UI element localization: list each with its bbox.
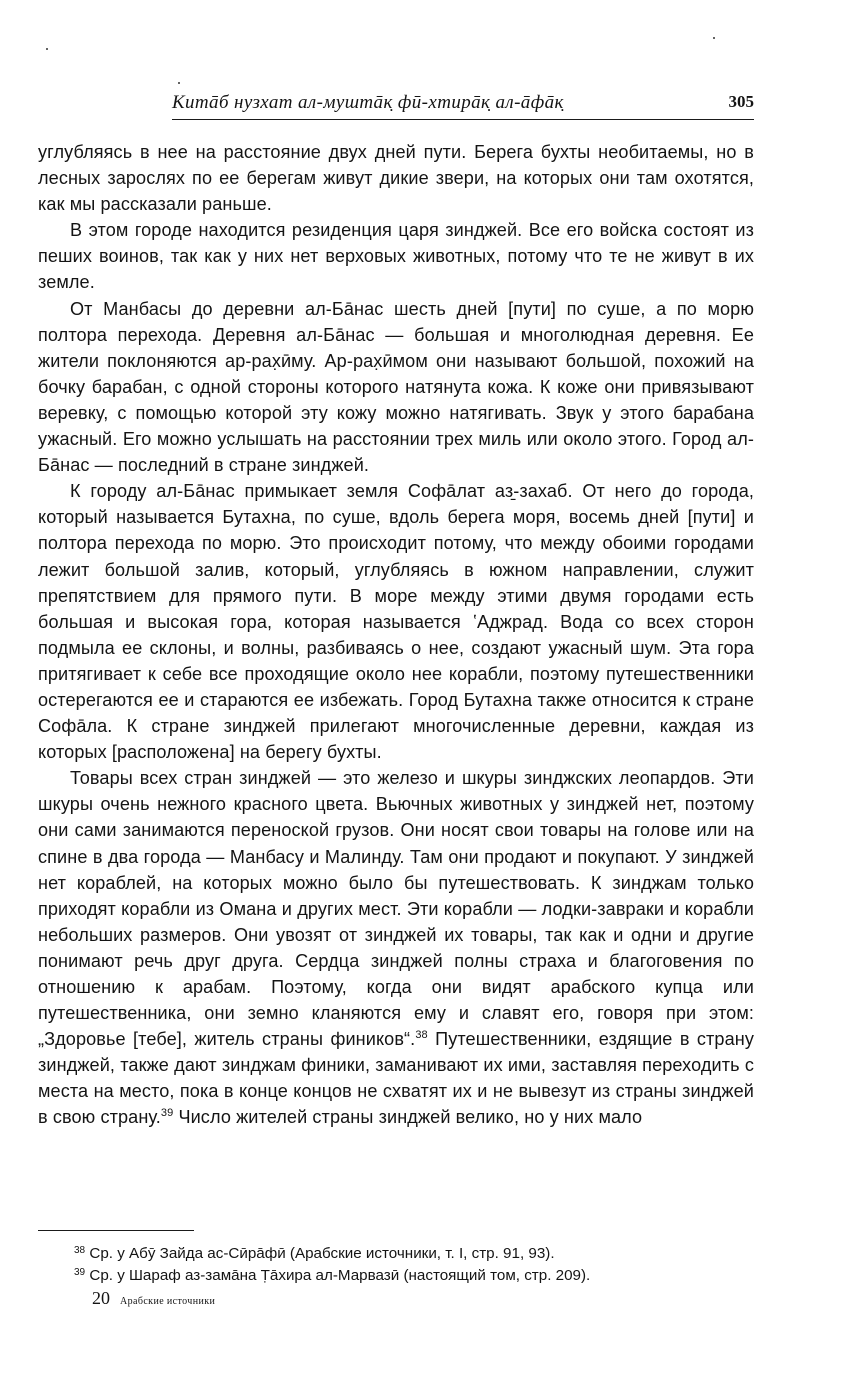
running-head-title: Китāб нузхат ал-муштāк̣ фӣ-хтирāк̣ ал-āфāк̣ [172, 92, 564, 113]
paragraph [38, 478, 754, 765]
paragraph-text: В этом городе находится резиденция царя зинджей. Все его войска состоят из пеших воинов, так как у них нет верховых животных, потому что те не живут в их земле. [38, 220, 754, 293]
footnote-text: Ср. у Абӯ Зайда ас-Сӣрāфӣ (Арабские источники, т. I, стр. 91, 93). [85, 1245, 555, 1262]
signature-number: 20 [92, 1288, 110, 1308]
header-rule [172, 119, 754, 120]
paragraph [38, 139, 754, 217]
paragraph-text: К городу ал-Бāнас примыкает земля Софāлат аз̱-захаб. От него до города, который называется Бутахна, по суше, вдоль берега моря, восемь дней [пути] и полтора перехода по морю. Это происходит потому, что между обоими городами лежит большой залив, который, углубляясь в южном направлении, служит препятствием для прямого пути. В море между этими двумя городами есть большая и высокая гора, которая называется ʽАджрад. Вода со всех сторон подмыла ее склоны, и волны, разбиваясь о нее, создают ужасный шум. Эта гора притягивает к себе все проходящие около нее корабли, поэтому путешественники остерегаются ее и стараются ее избежать. Город Бутахна также относится к стране Софāла. К стране зинджей прилегают многочисленные деревни, каждая из которых [расположена] на берегу бухты. [38, 481, 754, 763]
signature-text: Арабские источники [120, 1296, 216, 1307]
footnote-ref[interactable]: 39 [160, 1107, 174, 1120]
paragraph [38, 765, 754, 1130]
paragraph-text: углубляясь в нее на расстояние двух дней пути. Берега бухты необитаемы, но в лесных зарослях по ее берегам живут дикие звери, на которых они там охотятся, как мы рассказали раньше. [38, 142, 754, 215]
footnotes [74, 1243, 754, 1287]
paragraph [38, 296, 754, 479]
footnote [74, 1243, 754, 1265]
footnote-ref[interactable]: 38 [415, 1029, 428, 1042]
footnote-number: 38 [74, 1245, 86, 1256]
paragraph [38, 217, 754, 295]
footnote-rule [38, 1230, 194, 1231]
paragraph-text: Путешественники, ездящие в страну зинджей, также дают зинджам финики, заманивают их ими, заставляя переходить с места на место, пока в конце концов не схватят их и не вывезут из страны зинджей в свою страну. [38, 1029, 754, 1128]
paragraph-text: Товары всех стран зинджей — это железо и шкуры зинджских леопардов. Эти шкуры очень нежного красного цвета. Вьючных животных у зинджей нет, поэтому они сами занимаются переноской грузов. Они носят свои товары на голове или на спине в два города — Манбасу и Малинду. Там они продают и покупают. У зинджей нет кораблей, на которых можно было бы путешествовать. К зинджам только приходят корабли из Омана и других мест. Эти корабли — лодки-завраки и корабли небольших размеров. Они увозят от зинджей их товары, так как и одни и другие понимают речь друг друга. Сердца зинджей полны страха и благоговения по отношению к арабам. Поэтому, когда они видят арабского купца или путешественника, они земно кланяются ему и славят его, говоря при этом: „Здоровье [тебе], житель страны фиников“. [38, 768, 754, 1050]
footnote [74, 1265, 754, 1287]
paper-speck [713, 37, 715, 39]
paragraph-text: От Манбасы до деревни ал-Бāнас шесть дней [пути] по суше, а по морю полтора перехода. Деревня ал-Бāнас — большая и многолюдная деревня. Ее жители поклоняются ар-рах̣ӣму. Ар-рах̣ӣмом они называют большой, похожий на бочку барабан, с одной стороны которого натянута кожа. К коже они привязывают веревку, с помощью которой эту кожу можно натягивать. Звук у этого барабана ужасный. Его можно услышать на расстоянии трех миль или около этого. Город ал-Бāнас — последний в стране зинджей. [38, 298, 754, 476]
page-number: 305 [728, 92, 754, 111]
body-text [38, 139, 754, 1131]
paragraph-text: Число жителей страны зинджей велико, но у них мало [173, 1107, 643, 1128]
printer-signature [92, 1288, 215, 1309]
footnote-text: Ср. у Шараф аз-замāна Т̣āхира ал-Марвазӣ (настоящий том, стр. 209). [85, 1267, 591, 1284]
paper-speck [46, 48, 48, 50]
paper-speck [178, 82, 180, 84]
footnote-number: 39 [74, 1267, 86, 1278]
